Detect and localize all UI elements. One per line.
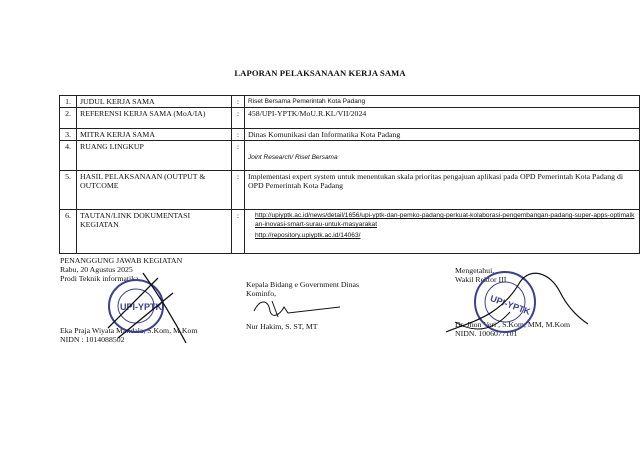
signatory-nidn: NIDN. 1006077101	[455, 329, 518, 338]
row-number: 6.	[60, 210, 77, 254]
row-number: 1.	[60, 96, 77, 108]
row-label: JUDUL KERJA SAMA	[77, 96, 232, 108]
seal-text: UPI-YPTK	[488, 293, 532, 317]
row-value: 458/UPI-YPTK/MoU.R.KL/VII/2024	[245, 108, 640, 129]
row-label: REFERENSI KERJA SAMA (MoA/IA)	[77, 108, 232, 129]
official-seal-stamp-right	[440, 262, 590, 344]
row-label: TAUTAN/LINK DOKUMENTASI KEGIATAN	[77, 210, 232, 254]
documentation-link-repository[interactable]: http://repository.upiyptk.ac.id/14063/	[255, 232, 361, 239]
row-label: MITRA KERJA SAMA	[77, 129, 232, 141]
row-value: Implementasi expert system untuk menentukan skala prioritas pengajuan aplikasi pada OPD Pemerintah Kota Padang di OPD Pemerintah Kota Padang	[245, 171, 640, 210]
row-separator: :	[232, 171, 245, 210]
row-separator: :	[232, 96, 245, 108]
official-seal-stamp-left	[98, 268, 198, 348]
row-number: 4.	[60, 141, 77, 171]
table-row	[60, 171, 640, 210]
row-separator: :	[232, 210, 245, 254]
table-row	[60, 141, 640, 171]
row-label: HASIL PELAKSANAAN (OUTPUT & OUTCOME	[77, 171, 232, 210]
signature-date: Rabu, 20 Agustus 2025	[60, 265, 133, 274]
row-number: 2.	[60, 108, 77, 129]
row-value: Riset Bersama Pemerintah Kota Padang	[245, 96, 640, 108]
signatory-nidn: NIDN : 1014088502	[60, 335, 125, 344]
signature-unit: Prodi Teknik informatika,	[60, 274, 141, 283]
row-separator: :	[232, 141, 245, 171]
signature-role-continued: Kominfo,	[246, 289, 277, 298]
signature-heading: PENANGGUNG JAWAB KEGIATAN	[60, 256, 183, 265]
table-row	[60, 96, 640, 108]
signature-acknowledgement: Mengetahui,	[455, 266, 495, 275]
table-row	[60, 129, 640, 141]
signature-role: Kepala Bidang e Government Dinas	[246, 280, 360, 289]
documentation-link-news[interactable]: http://upiyptk.ac.id/news/detail/1656/upi-yptk-dan-pemko-padang-perkuat-kolaborasi-pengembangan-padang-super-apps-optimalkan-inovasi-smart-surau-untuk-masyarakat	[255, 212, 635, 228]
row-value: Joint Research/ Riset Bersama	[245, 141, 640, 171]
signatory-name: Eka Praja Wiyata Mandala, S.Kom, M.Kom	[60, 326, 198, 335]
handwritten-signature-middle	[250, 297, 350, 321]
report-title: LAPORAN PELAKSANAAN KERJA SAMA	[234, 68, 406, 78]
row-value: Dinas Komunikasi dan Informatika Kota Padang	[245, 129, 640, 141]
table-row	[60, 210, 640, 254]
row-number: 3.	[60, 129, 77, 141]
row-separator: :	[232, 129, 245, 141]
row-value	[245, 210, 640, 254]
table-row	[60, 108, 640, 129]
signature-role: Wakil Rektor III	[455, 275, 507, 284]
signatory-name: Nur Hakim, S. ST, MT	[246, 322, 318, 331]
seal-text: UPI-YPTK	[120, 302, 163, 312]
row-label: RUANG LINGKUP	[77, 141, 232, 171]
signatory-name: Dr. Jhon Veri , S.Kom, MM, M.Kom	[455, 320, 571, 329]
row-number: 5.	[60, 171, 77, 210]
report-table	[59, 95, 640, 254]
row-separator: :	[232, 108, 245, 129]
